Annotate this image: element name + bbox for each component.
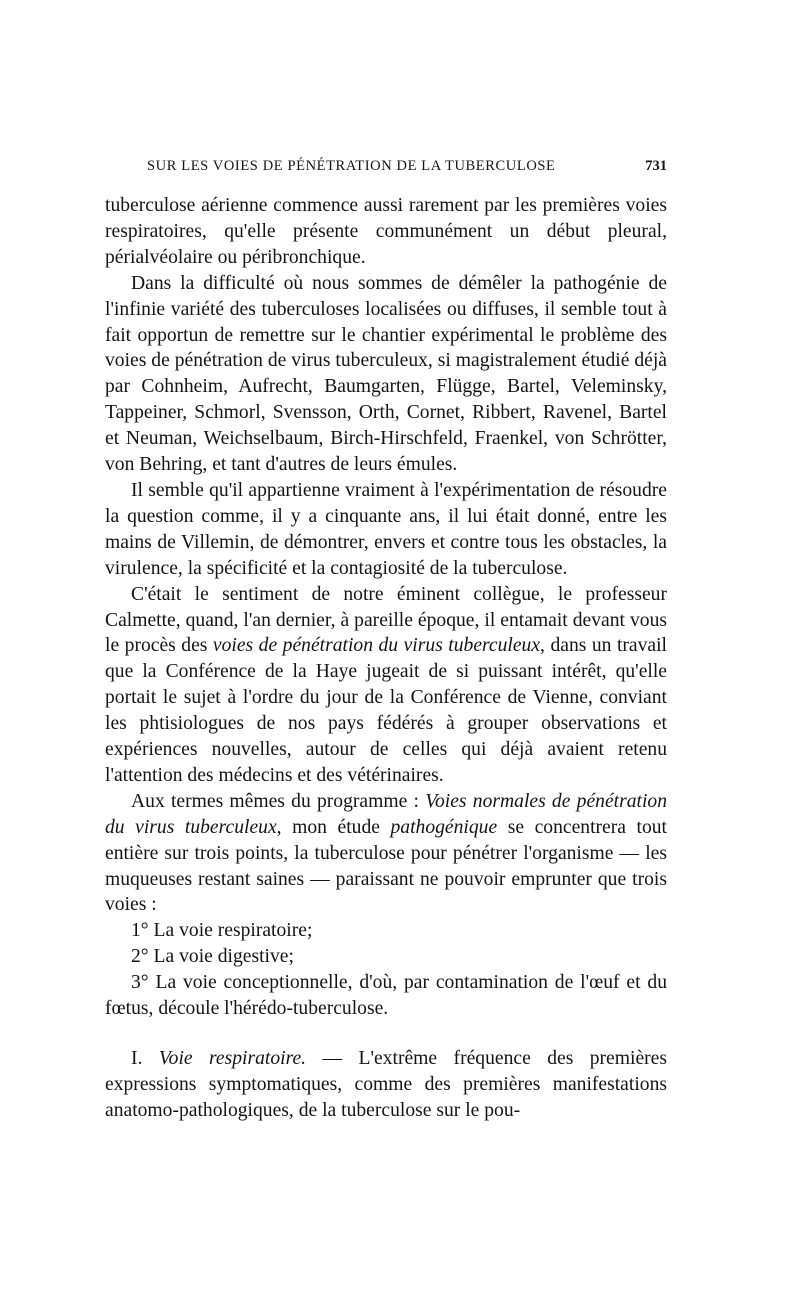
text-run: Aux termes mêmes du programme : bbox=[131, 790, 426, 812]
section-paragraph bbox=[105, 1046, 667, 1124]
paragraph bbox=[105, 582, 667, 789]
page-number: 731 bbox=[645, 158, 667, 174]
text-run: — L'extrême fréquence des premières expressions symptomatiques, comme des premières manifestations anatomo-pathologiques, de la tuberculose sur le pou- bbox=[105, 1048, 667, 1121]
italic-word: pathogénique bbox=[390, 816, 498, 838]
italic-title: voies de pénétration du virus tuberculeux bbox=[212, 635, 541, 657]
running-head bbox=[105, 158, 667, 175]
section-number: I. bbox=[131, 1048, 159, 1069]
paragraph: tuberculose aérienne commence aussi rarement par les premières voies respiratoires, qu'elle présente communément un début pleural, périalvéolaire ou péribronchique. bbox=[105, 195, 667, 268]
text-run: se concentrera tout entière sur trois points, la tuberculose pour pénétrer l'organisme — les muqueuses restant saines — paraissant ne pouvoir emprunter que trois voies : bbox=[105, 816, 667, 916]
text-run: , mon étude bbox=[276, 816, 391, 838]
paragraph bbox=[105, 789, 667, 919]
book-page bbox=[105, 158, 667, 1124]
body-text bbox=[105, 193, 667, 1124]
list-item: 3° La voie conceptionnelle, d'où, par contamination de l'œuf et du fœtus, découle l'hérédo-tuberculose. bbox=[105, 972, 667, 1020]
section-heading: Voie respiratoire. bbox=[158, 1048, 307, 1069]
paragraph: Il semble qu'il appartienne vraiment à l'expérimentation de résoudre la question comme, il y a cinquante ans, il lui était donné, entre les mains de Villemin, de démontrer, envers et contre tous les obstacles, la virulence, la spécificité et la contagiosité de la tuberculose. bbox=[105, 479, 667, 579]
text-run: C'était le sentiment de notre éminent collègue, le professeur Calmette, quand, l'an dernier, à pareille époque, il entamait devant vous le procès des bbox=[105, 583, 667, 657]
running-title: SUR LES VOIES DE PÉNÉTRATION DE LA TUBERCULOSE bbox=[147, 158, 556, 174]
list-item: 1° La voie respiratoire; bbox=[131, 920, 313, 942]
paragraph: Dans la difficulté où nous sommes de démêler la pathogénie de l'infinie variété des tuberculoses localisées ou diffuses, il semble tout à fait opportun de remettre sur le chantier expérimental le problème des voies de pénétration de virus tuberculeux, si magistralement étudié déjà par Cohnheim, Aufrecht, Baumgarten, Flügge, Bartel, Veleminsky, Tappeiner, Schmorl, Svensson, Orth, Cornet, Ribbert, Ravenel, Bartel et Neuman, Weichselbaum, Birch-Hirschfeld, Fraenkel, von Schrötter, von Behring, et tant d'autres de leurs émules. bbox=[105, 272, 667, 476]
text-run: , dans un travail que la Conférence de la Haye jugeait de si puissant intérêt, qu'elle portait le sujet à l'ordre du jour de la Conférence de Vienne, conviant les phtisiologues de nos pays fédérés à grouper observations et expériences nouvelles, autour de celles qui déjà avaient retenu l'attention des médecins et des vétérinaires. bbox=[105, 635, 668, 786]
list-item: 2° La voie digestive; bbox=[131, 946, 294, 968]
italic-title: Voies normales de pénétration du virus tuberculeux bbox=[105, 790, 667, 838]
